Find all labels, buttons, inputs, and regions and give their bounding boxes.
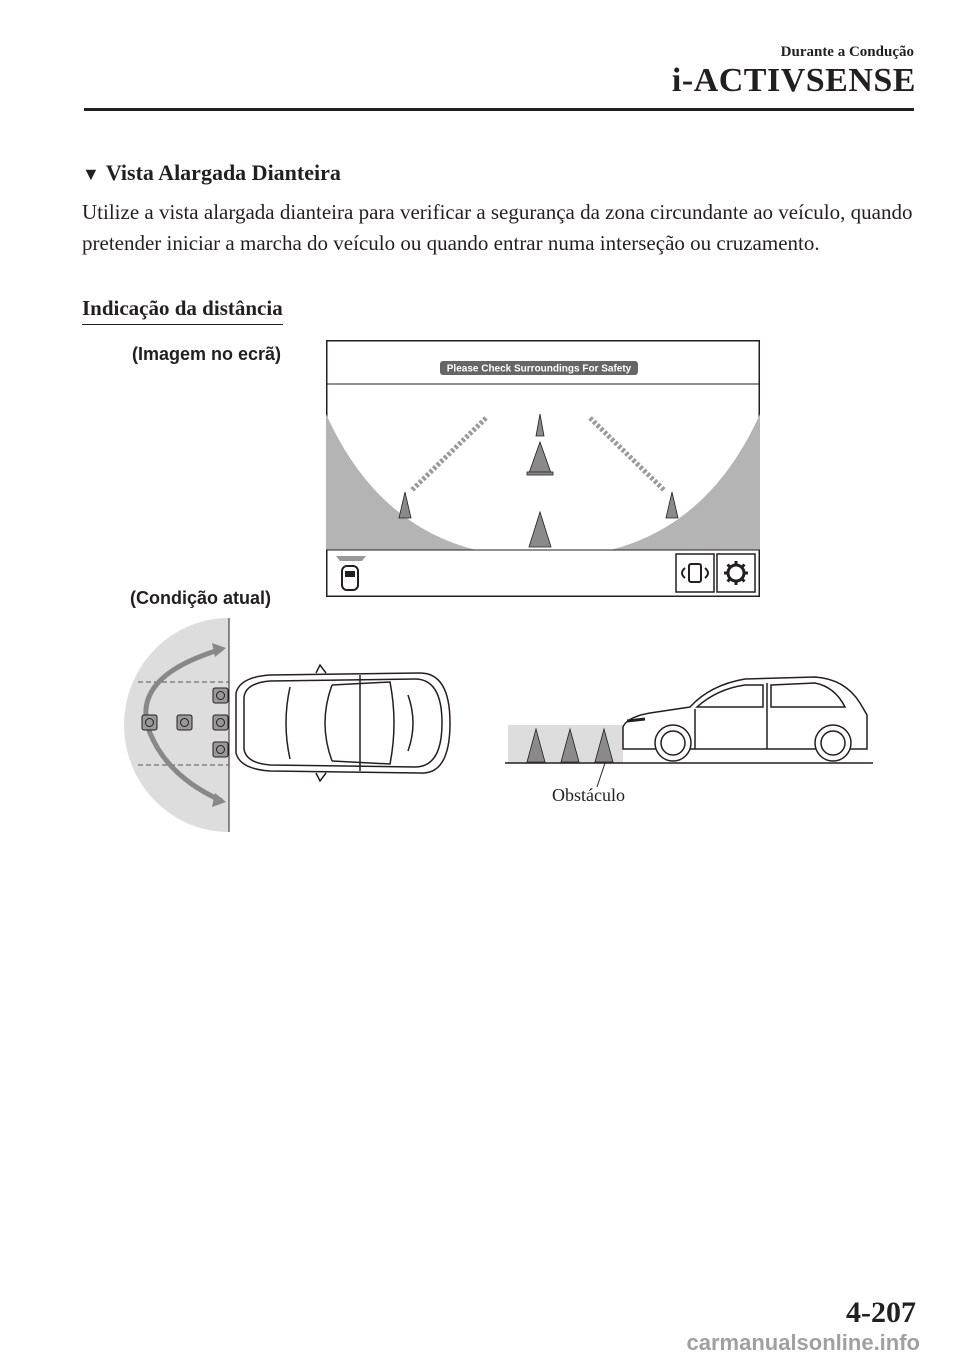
safety-banner <box>440 361 638 375</box>
chapter-title: i-ACTIVSENSE <box>671 62 916 99</box>
section-title: Durante a Condução <box>780 44 914 60</box>
heading-text: Vista Alargada Dianteira <box>105 160 341 185</box>
section-heading <box>82 160 341 186</box>
screen-image-label: (Imagem no ecrã) <box>132 344 282 364</box>
actual-condition-label: (Condição atual) <box>130 588 272 608</box>
car-side-view <box>623 677 867 761</box>
car-top-view <box>236 665 450 781</box>
subheading: Indicação da distância <box>82 296 283 325</box>
page-number: 4-207 <box>846 1296 916 1329</box>
header-divider <box>84 108 914 111</box>
camera-screen-illustration <box>326 340 760 597</box>
camera-switch-icon[interactable] <box>676 554 714 592</box>
triangle-marker-icon: ▼ <box>82 164 100 184</box>
watermark: carmanualsonline.info <box>686 1330 920 1355</box>
body-paragraph: Utilize a vista alargada dianteira para verificar a segurança da zona circundante ao veículo, quando pretender iniciar a marcha do veículo ou quando entrar numa interseção ou cruzamento. <box>82 200 913 255</box>
gear-icon[interactable] <box>717 554 755 592</box>
banner-text: Please Check Surroundings For Safety <box>446 363 632 375</box>
obstacle-label: Obstáculo <box>552 785 625 805</box>
top-view-illustration <box>120 615 470 835</box>
